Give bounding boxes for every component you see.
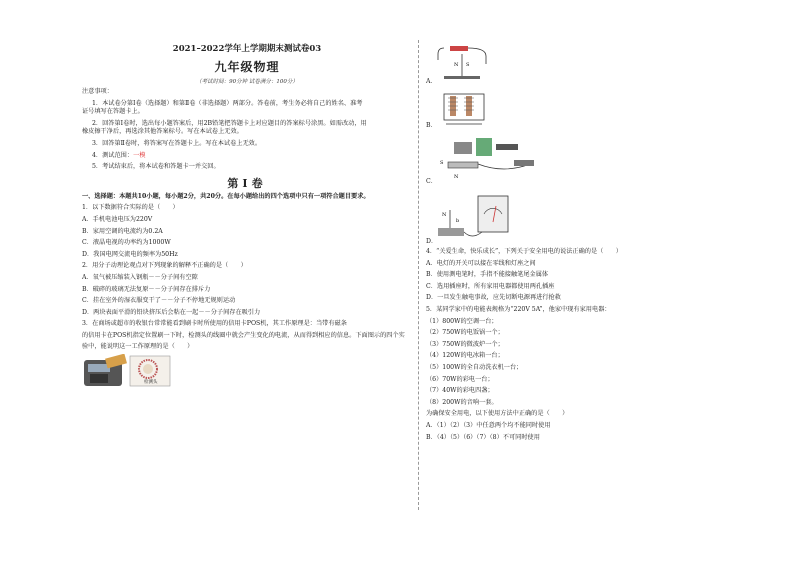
option-a-figure (426, 40, 726, 90)
option-a-label: A． (426, 78, 437, 85)
svg-text:b: b (456, 218, 460, 224)
q4-option: D．一旦发生触电事故，应先切断电源再进行抢救 (426, 294, 561, 302)
pos-machine-illustration (82, 354, 192, 388)
exam-title: 2021–2022学年上学期期末测试卷03 (172, 44, 322, 54)
q5-item: （5）100W的全自动洗衣机一台； (426, 363, 523, 371)
q3-line: 验中，能说明这一工作原理的是（ ） (82, 343, 194, 351)
option-d-label: D． (426, 238, 438, 245)
q1-option: A．手机电池电压为220V (82, 215, 153, 223)
subject-title: 九年级物理 (214, 60, 280, 74)
exam-info: （考试时间：90分钟 试卷满分：100分） (196, 79, 298, 85)
svg-text:N: N (454, 62, 459, 68)
option-b-label: B． (426, 122, 437, 129)
scope-label: 4．测试范围： (92, 151, 134, 159)
column-divider (418, 40, 419, 510)
scope-value: 一模 (133, 151, 146, 159)
section-title: 第Ⅰ卷 (227, 176, 267, 190)
q2-stem: 2．用分子动理论观点对下列现象的解释不正确的是（ ） (82, 262, 247, 270)
option-c-label: C． (426, 178, 437, 185)
q2-option: A．氧气被压缩装入钢瓶－－分子间有空隙 (82, 273, 198, 281)
galvanometer-icon (434, 192, 524, 244)
pos-machine-figure (82, 354, 192, 388)
q5-option: B．（4）（5）（6）（7）（8）不可同时使用 (426, 433, 540, 441)
right-column (426, 40, 726, 442)
q5-item: （1）800W的空调一台； (426, 317, 498, 325)
q5-item: （7）40W的彩电四盏； (426, 387, 494, 395)
q2-option: B．破碎的玻璃无法复原－－分子间存在排斥力 (82, 285, 211, 293)
part1-intro: 一、选择题：本题共10小题，每小题2分，共20分。在每小题给出的四个选项中只有一项符合题目要求。 (82, 192, 370, 200)
svg-text:S: S (440, 160, 444, 166)
q5-item: （2）750W的电饭锅一个； (426, 329, 504, 337)
q4-option: C．选用插座时，所有家用电器都使用两孔插座 (426, 282, 555, 290)
note-line: 1．本试卷分第Ⅰ卷（选择题）和第Ⅱ卷（非选择题）两部分。答卷前，考生务必将自己的姓名、准考 (92, 99, 363, 107)
svg-text:N: N (442, 212, 447, 218)
q4-option: B．使用测电笔时，手指不能接触笔尾金属体 (426, 271, 549, 279)
q1-option: B．家用空调的电流约为0.2A (82, 227, 163, 235)
q3-line: 的信用卡在POS机指定位置刷一下时，检测头的线圈中就会产生变化的电流，从而得到相应的信息。下面图示的四个实 (82, 331, 405, 339)
q1-stem: 1．以下数据符合实际的是（ ） (82, 204, 179, 212)
note-line: 橡皮擦干净后，再选涂其他答案标号。写在本试卷上无效。 (82, 128, 243, 136)
note-line-scope (82, 152, 412, 161)
option-c-figure (426, 134, 726, 192)
q4-option: A．电灯的开关可以接在零线和灯座之间 (426, 259, 536, 267)
svg-text:S: S (466, 62, 470, 68)
circuit-motor-icon (434, 134, 544, 186)
q5-stem: 5．某同学家中的电能表规格为“220V 5A”，他家中现有家用电器： (426, 305, 611, 313)
note-line: 5．考试结束后，将本试卷和答题卡一并交回。 (92, 163, 220, 171)
q1-option: D．我国电网交流电的频率为50Hz (82, 250, 178, 258)
detector-label: 检测头 (144, 380, 158, 386)
q5-item: （3）750W的微波炉一个； (426, 340, 504, 348)
electromagnet-icon (434, 90, 494, 130)
q5-option: A．（1）（2）（3）中任意两个均不能同时使用 (426, 421, 551, 429)
note-line: 2．回答第Ⅰ卷时，选出每小题答案后，用2B铅笔把答题卡上对应题目的答案标号涂黑。如需改动，用 (92, 119, 367, 127)
option-b-figure (426, 90, 726, 134)
option-d-figure (426, 192, 726, 248)
q5-item: （8）200W的音响一套。 (426, 398, 498, 406)
left-column (82, 42, 412, 392)
note-line: 证号填写在答题卡上。 (82, 108, 144, 116)
notes-heading: 注意事项： (82, 88, 113, 95)
q2-option: D．两块表面平滑的铅块挤压后会粘在一起－－分子间存在吸引力 (82, 308, 261, 316)
q2-option: C．挂在室外的湿衣服变干了－－分子不停地无规则运动 (82, 297, 236, 305)
svg-text:N: N (454, 174, 459, 180)
magnet-needle-icon (434, 40, 494, 82)
note-line: 3．回答第Ⅱ卷时，将答案写在答题卡上。写在本试卷上无效。 (92, 139, 262, 147)
q5-question: 为确保安全用电，以下使用方法中正确的是（ ） (426, 410, 569, 418)
q5-item: （6）70W的彩电一台； (426, 375, 494, 383)
q3-line: 3．在商场或超市的收银台常常能看到刷卡时所使用的信用卡POS机，其工作原理是：当带有磁条 (82, 320, 347, 328)
q1-option: C．液晶电视的功率约为1000W (82, 239, 171, 247)
q5-item: （4）120W的电冰箱一台； (426, 352, 504, 360)
q4-stem: 4．“关爱生命，快乐成长”，下列关于安全用电的说法正确的是（ ） (426, 248, 622, 255)
